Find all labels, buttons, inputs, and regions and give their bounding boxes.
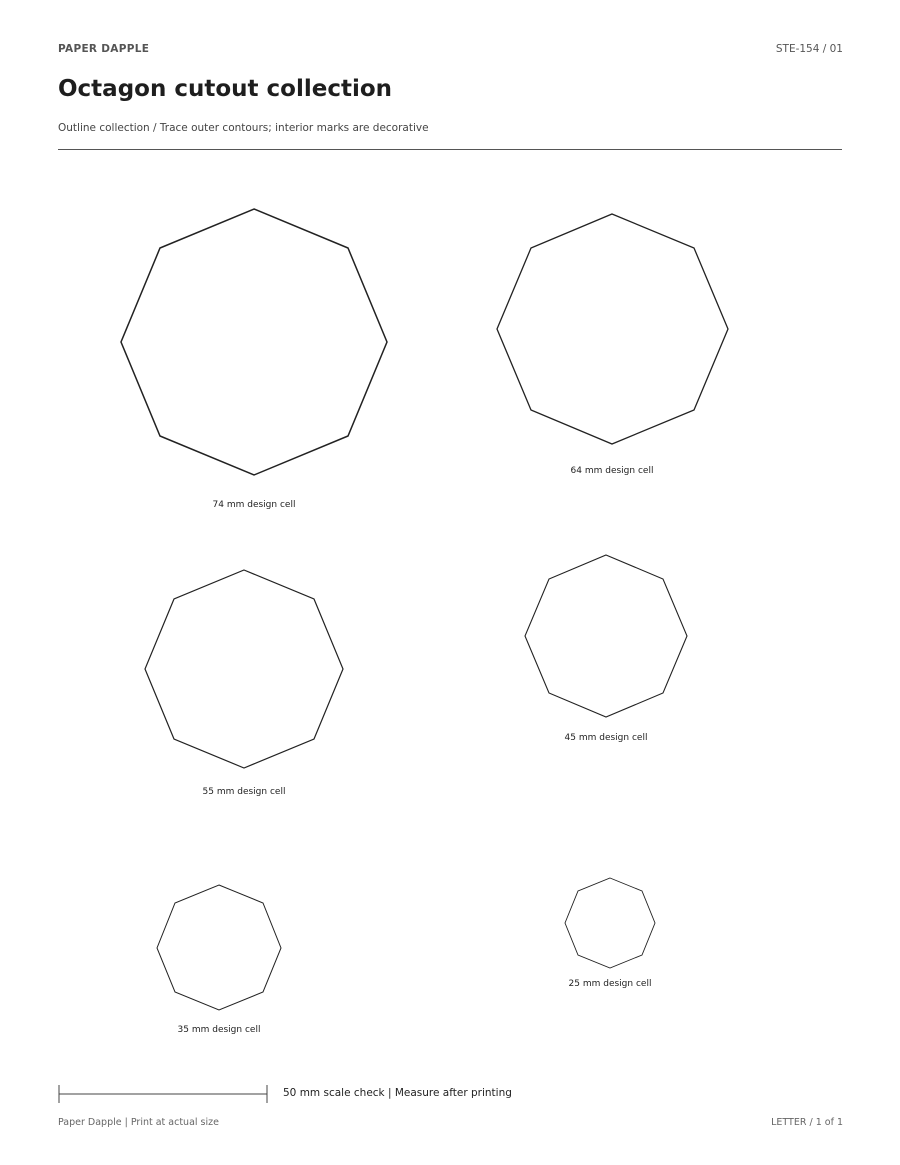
scale-check-label: 50 mm scale check | Measure after printing — [283, 1087, 512, 1099]
cell-caption: 35 mm design cell — [177, 1025, 261, 1035]
octagon-shape-35mm — [157, 885, 281, 1010]
octagon-shape-25mm — [565, 878, 655, 968]
cell-caption: 45 mm design cell — [564, 733, 648, 743]
octagon-shape-55mm — [145, 570, 343, 768]
cell-caption: 64 mm design cell — [570, 466, 654, 476]
footer-page-info: LETTER / 1 of 1 — [771, 1117, 843, 1128]
cell-caption: 25 mm design cell — [568, 979, 652, 989]
brand-name: PAPER DAPPLE — [58, 43, 150, 55]
footer-note: Paper Dapple | Print at actual size — [58, 1117, 219, 1128]
octagon-shape-64mm — [497, 214, 728, 444]
octagon-shape-45mm — [525, 555, 687, 717]
document-code: STE-154 / 01 — [775, 43, 843, 55]
cell-caption: 55 mm design cell — [202, 787, 286, 797]
octagon-shape-74mm — [121, 209, 387, 475]
scale-bar — [59, 1085, 267, 1103]
page-subtitle: Outline collection / Trace outer contours; interior marks are decorative — [58, 122, 429, 134]
cell-caption: 74 mm design cell — [212, 500, 296, 510]
page-title: Octagon cutout collection — [58, 76, 393, 102]
